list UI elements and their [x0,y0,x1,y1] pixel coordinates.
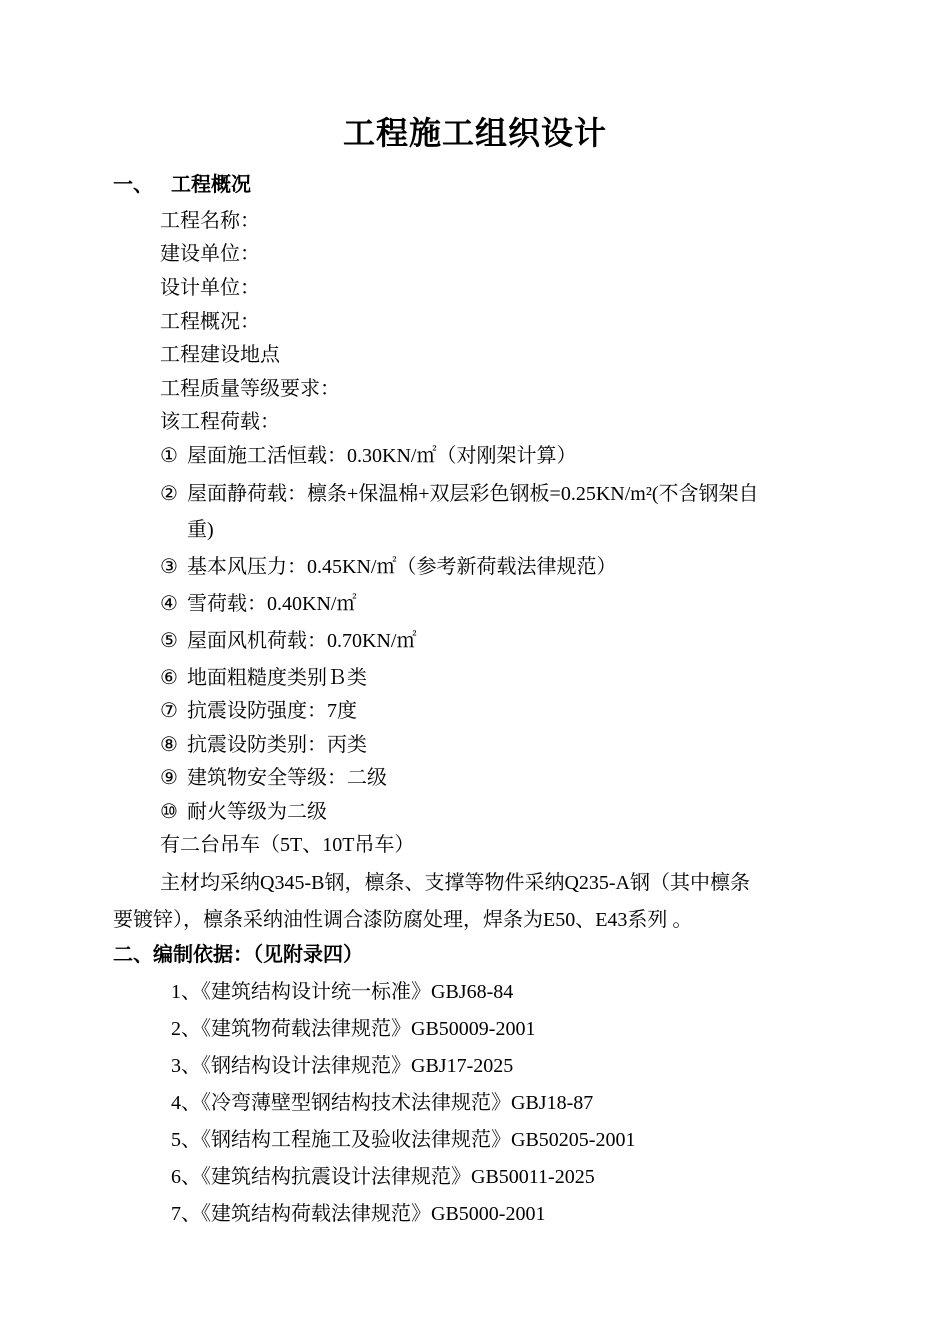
load-item [160,694,357,723]
load-marker: ① [160,445,178,467]
document-title: 工程施工组织设计 [342,114,607,152]
load-marker: ⑥ [160,667,178,689]
load-marker: ⑦ [160,700,178,722]
load-item [160,477,759,506]
reference-item: 5、《钢结构工程施工及验收法律规范》GB50205-2001 [171,1129,636,1151]
load-item [160,661,367,690]
crane-info: 有二台吊车（5T、10T吊车） [160,834,415,856]
load-text: 基本风压力：0.45KN/㎡（参考新荷载法律规范） [187,556,617,578]
load-item [160,550,616,579]
field-location: 工程建设地点 [160,344,280,366]
load-item [160,761,387,790]
load-text: 地面粗糙度类别Ｂ类 [187,667,367,689]
load-item [160,439,576,468]
field-client: 建设单位： [160,243,260,265]
load-item-continuation: 重) [187,519,214,541]
material-paragraph-line2: 要镀锌），檩条采纳油性调合漆防腐处理，焊条为E50、E43系列 。 [113,909,693,931]
load-marker: ② [160,483,178,505]
field-loads: 该工程荷载： [160,411,280,433]
load-marker: ⑧ [160,734,178,756]
section1-heading [113,168,251,197]
load-text: 屋面风机荷载：0.70KN/㎡ [187,630,417,652]
material-paragraph-line1: 主材均采纳Q345-B钢，檩条、支撑等物件采纳Q235-A钢（其中檩条 [160,872,750,894]
section1-number: 一、 [113,172,153,196]
reference-item: 6、《建筑结构抗震设计法律规范》GB50011-2025 [171,1166,595,1188]
reference-item: 2、《建筑物荷载法律规范》GB50009-2001 [171,1018,536,1040]
section1-title: 工程概况 [171,172,251,196]
load-item [160,795,327,824]
load-text: 建筑物安全等级：二级 [187,767,387,789]
reference-item: 4、《冷弯薄壁型钢结构技术法律规范》GBJ18-87 [171,1092,594,1114]
field-project-name: 工程名称： [160,210,260,232]
load-item [160,624,416,653]
section2-heading: 二、编制依据：（见附录四） [113,942,363,966]
load-text: 抗震设防类别：丙类 [187,734,367,756]
load-text: 屋面静荷载：檩条+保温棉+双层彩色钢板=0.25KN/m²(不含钢架自 [187,483,759,505]
load-text: 耐火等级为二级 [187,801,327,823]
load-text: 屋面施工活恒载：0.30KN/㎡（对刚架计算） [187,445,577,467]
reference-item: 3、《钢结构设计法律规范》GBJ17-2025 [171,1055,514,1077]
load-marker: ⑨ [160,767,178,789]
load-marker: ④ [160,593,178,615]
load-text: 抗震设防强度：7度 [187,700,357,722]
field-designer: 设计单位： [160,277,260,299]
load-item [160,587,356,616]
load-text: 雪荷载：0.40KN/㎡ [187,593,357,615]
field-quality: 工程质量等级要求： [160,378,340,400]
field-overview: 工程概况： [160,311,260,333]
load-item [160,728,367,757]
reference-item: 1、《建筑结构设计统一标准》GBJ68-84 [171,981,514,1003]
load-marker: ⑩ [160,801,178,823]
load-marker: ③ [160,556,178,578]
reference-item: 7、《建筑结构荷载法律规范》GB5000-2001 [171,1203,546,1225]
load-marker: ⑤ [160,630,178,652]
